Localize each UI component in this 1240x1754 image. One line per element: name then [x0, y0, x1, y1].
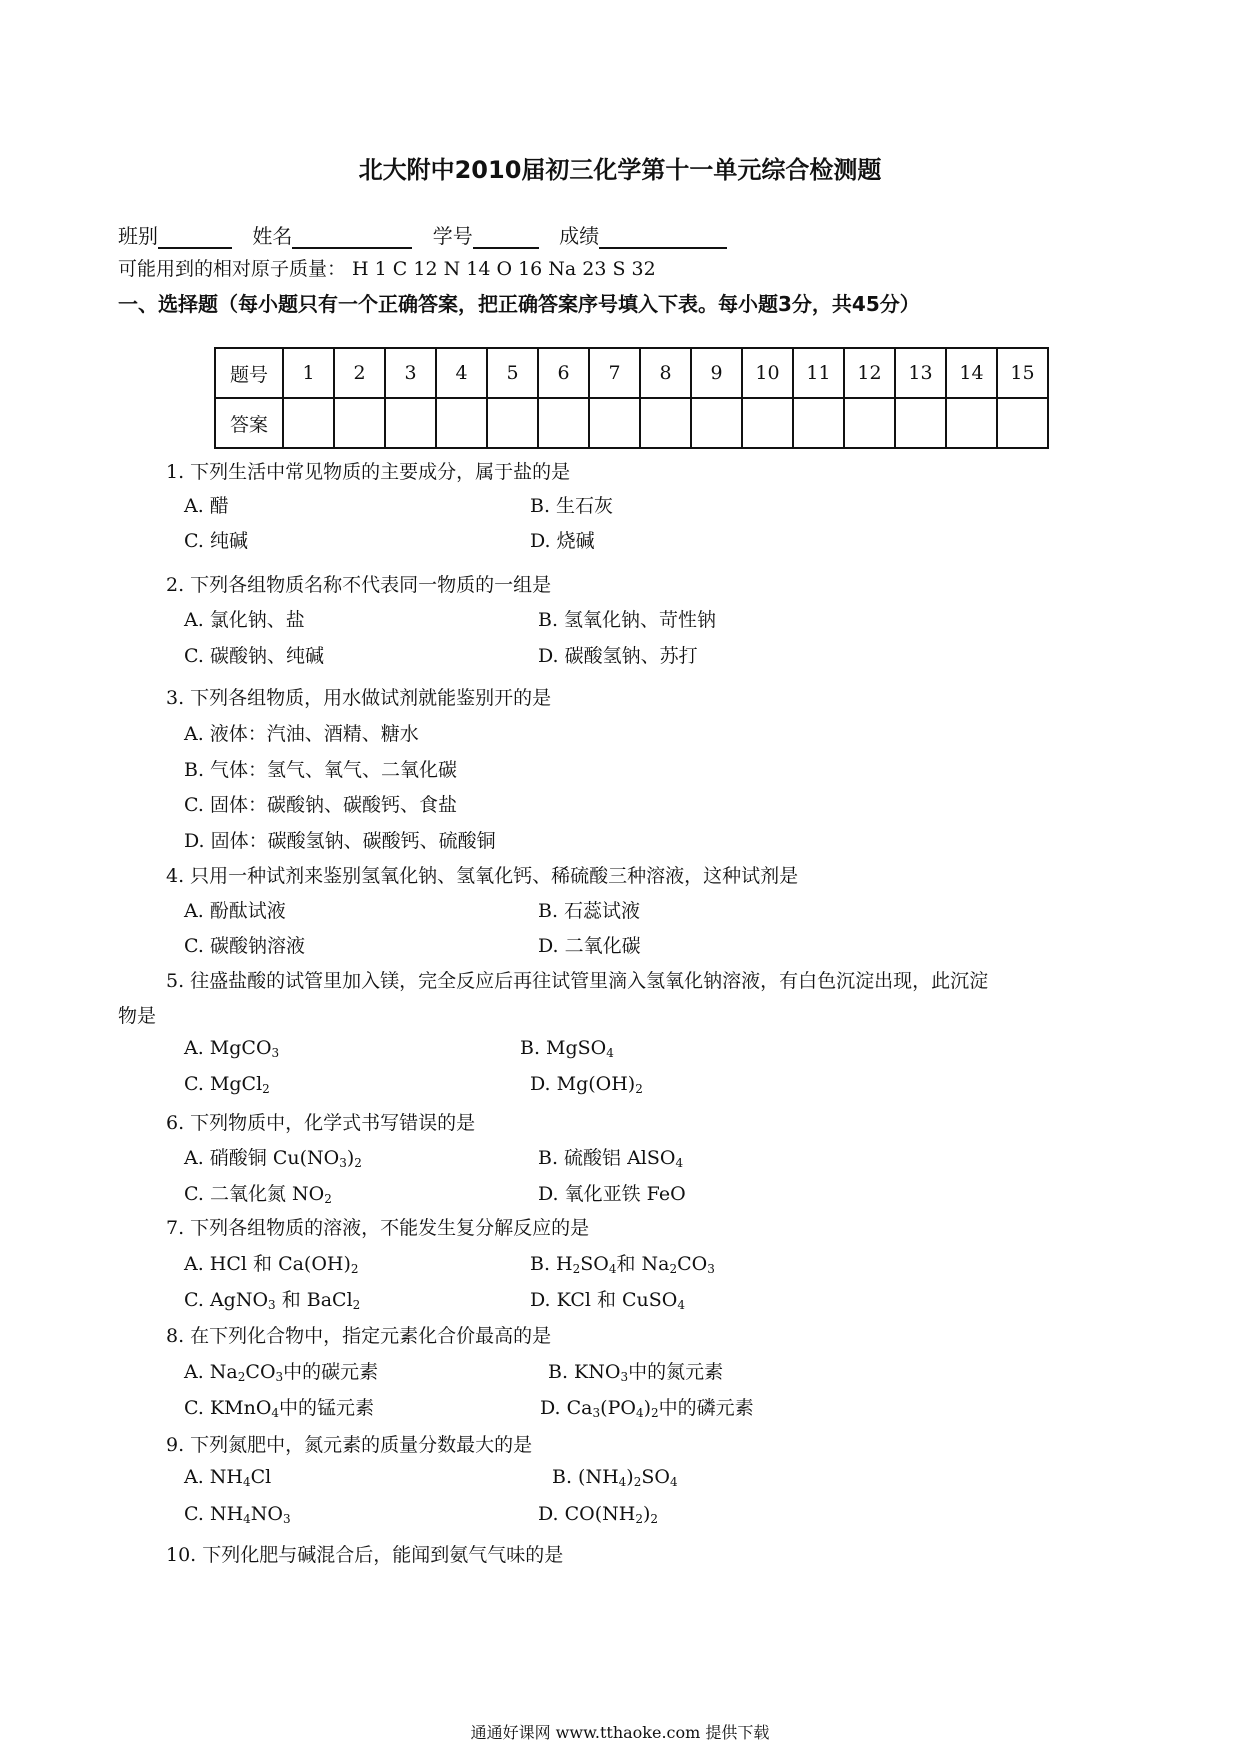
question-number: 6 — [538, 348, 589, 398]
question-4-stem: 4. 只用一种试剂来鉴别氢氧化钠、氢氧化钙、稀硫酸三种溶液，这种试剂是 — [166, 865, 799, 887]
number-blank — [473, 225, 539, 249]
answer-cell[interactable] — [436, 398, 487, 448]
question-6-stem: 6. 下列物质中，化学式书写错误的是 — [166, 1112, 476, 1134]
name-blank — [292, 225, 412, 249]
question-6-option-a: A. 硝酸铜 $Cu(NO_3)_2$ — [184, 1147, 362, 1170]
question-number: 2 — [334, 348, 385, 398]
question-4-option-c: C. 碳酸钠溶液 — [184, 935, 305, 957]
question-8-option-c: C. KMnO$_4$中的锰元素 — [184, 1397, 375, 1420]
question-4-option-b: B. 石蕊试液 — [538, 900, 641, 922]
student-info-line — [118, 220, 741, 249]
question-number: 5 — [487, 348, 538, 398]
question-number: 7 — [589, 348, 640, 398]
question-2-stem: 2. 下列各组物质名称不代表同一物质的一组是 — [166, 574, 552, 596]
row-label-number: 题号 — [215, 348, 283, 398]
question-2-option-b: B. 氢氧化钠、苛性钠 — [538, 609, 717, 631]
question-6-option-c: C. 二氧化氮 $NO_2$ — [184, 1183, 332, 1206]
question-number: 4 — [436, 348, 487, 398]
question-5-stem: 5. 往盛盐酸的试管里加入镁，完全反应后再往试管里滴入氢氧化钠溶液，有白色沉淀出现，此沉淀 — [166, 970, 989, 992]
question-7-option-d: D. KCl 和 CuSO$_4$ — [530, 1289, 686, 1312]
question-number: 14 — [946, 348, 997, 398]
question-7-option-c: C. AgNO$_3$ 和 BaCl$_2$ — [184, 1289, 361, 1312]
answer-cell[interactable] — [538, 398, 589, 448]
question-9-option-c: C. $NH_4NO_3$ — [184, 1503, 291, 1526]
atomic-masses: 可能用到的相对原子质量： H 1 C 12 N 14 O 16 Na 23 S 32 — [118, 258, 656, 280]
question-9-stem: 9. 下列氮肥中，氮元素的质量分数最大的是 — [166, 1434, 533, 1456]
question-1-stem: 1. 下列生活中常见物质的主要成分，属于盐的是 — [166, 461, 571, 483]
question-5-option-d: D. $Mg(OH)_2$ — [530, 1073, 643, 1096]
answer-cell[interactable] — [997, 398, 1048, 448]
question-8-option-b: B. $KNO_3$中的氮元素 — [548, 1361, 724, 1384]
question-5-option-a: A. MgCO$_3$ — [184, 1037, 280, 1060]
answer-cell[interactable] — [691, 398, 742, 448]
question-5-option-c: C. MgCl$_2$ — [184, 1073, 270, 1096]
answer-table-number-row — [215, 348, 1048, 398]
question-2-option-a: A. 氯化钠、盐 — [184, 609, 305, 631]
answer-cell[interactable] — [844, 398, 895, 448]
answer-cell[interactable] — [589, 398, 640, 448]
question-9-option-a: A. $NH_4Cl$ — [184, 1466, 272, 1489]
answer-table — [214, 347, 1049, 449]
question-10-stem: 10. 下列化肥与碱混合后，能闻到氨气气味的是 — [166, 1544, 564, 1566]
row-label-answer: 答案 — [215, 398, 283, 448]
question-1-option-c: C. 纯碱 — [184, 530, 248, 552]
question-8-stem: 8. 在下列化合物中，指定元素化合价最高的是 — [166, 1325, 552, 1347]
question-number: 12 — [844, 348, 895, 398]
question-number: 10 — [742, 348, 793, 398]
question-9-option-d: D. $CO(NH_2)_2$ — [538, 1503, 659, 1526]
question-9-option-b: B. $(NH_4)_2SO_4$ — [552, 1466, 678, 1489]
question-6-option-d: D. 氧化亚铁 FeO — [538, 1183, 686, 1205]
question-5-stem-continued: 物是 — [118, 1005, 157, 1027]
class-label: 班别 — [118, 224, 158, 248]
question-number: 3 — [385, 348, 436, 398]
page-title: 北大附中2010届初三化学第十一单元综合检测题 — [358, 156, 882, 184]
question-3-option-c: C. 固体：碳酸钠、碳酸钙、食盐 — [184, 794, 457, 816]
question-6-option-b: B. 硫酸铝 AlSO$_4$ — [538, 1147, 684, 1170]
answer-cell[interactable] — [946, 398, 997, 448]
question-8-option-d: D. $Ca_3(PO_4)_2$中的磷元素 — [540, 1397, 754, 1420]
question-4-option-d: D. 二氧化碳 — [538, 935, 641, 957]
question-number: 9 — [691, 348, 742, 398]
question-5-option-b: B. MgSO$_4$ — [520, 1037, 614, 1060]
question-3-option-b: B. 气体：氢气、氧气、二氧化碳 — [184, 759, 458, 781]
answer-cell[interactable] — [334, 398, 385, 448]
question-7-stem: 7. 下列各组物质的溶液，不能发生复分解反应的是 — [166, 1217, 590, 1239]
answer-cell[interactable] — [793, 398, 844, 448]
number-label: 学号 — [432, 224, 473, 248]
question-2-option-d: D. 碳酸氢钠、苏打 — [538, 645, 698, 667]
question-7-option-b: B. $H_2SO_4$和 $Na_2CO_3$ — [530, 1253, 715, 1276]
question-number: 11 — [793, 348, 844, 398]
answer-cell[interactable] — [895, 398, 946, 448]
question-3-stem: 3. 下列各组物质，用水做试剂就能鉴别开的是 — [166, 687, 552, 709]
question-3-option-a: A. 液体：汽油、酒精、糖水 — [184, 723, 419, 745]
question-4-option-a: A. 酚酞试液 — [184, 900, 286, 922]
section-title: 一、选择题（每小题只有一个正确答案，把正确答案序号填入下表。每小题3分，共45分） — [118, 292, 920, 316]
answer-cell[interactable] — [385, 398, 436, 448]
question-number: 1 — [283, 348, 334, 398]
answer-cell[interactable] — [283, 398, 334, 448]
answer-cell[interactable] — [640, 398, 691, 448]
class-blank — [158, 225, 232, 249]
question-8-option-a: A. $Na_2CO_3$中的碳元素 — [184, 1361, 379, 1384]
score-label: 成绩 — [559, 224, 600, 248]
footer-download-note: 通通好课网 www.tthaoke.com 提供下载 — [470, 1723, 770, 1742]
answer-table-answer-row — [215, 398, 1048, 448]
question-1-option-a: A. 醋 — [184, 495, 229, 517]
question-number: 8 — [640, 348, 691, 398]
question-7-option-a: A. HCl 和 $Ca(OH)_2$ — [184, 1253, 359, 1276]
answer-cell[interactable] — [487, 398, 538, 448]
question-2-option-c: C. 碳酸钠、纯碱 — [184, 645, 324, 667]
score-blank — [599, 225, 727, 249]
question-number: 13 — [895, 348, 946, 398]
question-number: 15 — [997, 348, 1048, 398]
question-3-option-d: D. 固体：碳酸氢钠、碳酸钙、硫酸铜 — [184, 830, 496, 852]
name-label: 姓名 — [252, 224, 293, 248]
answer-cell[interactable] — [742, 398, 793, 448]
question-1-option-d: D. 烧碱 — [530, 530, 595, 552]
question-1-option-b: B. 生石灰 — [530, 495, 614, 517]
